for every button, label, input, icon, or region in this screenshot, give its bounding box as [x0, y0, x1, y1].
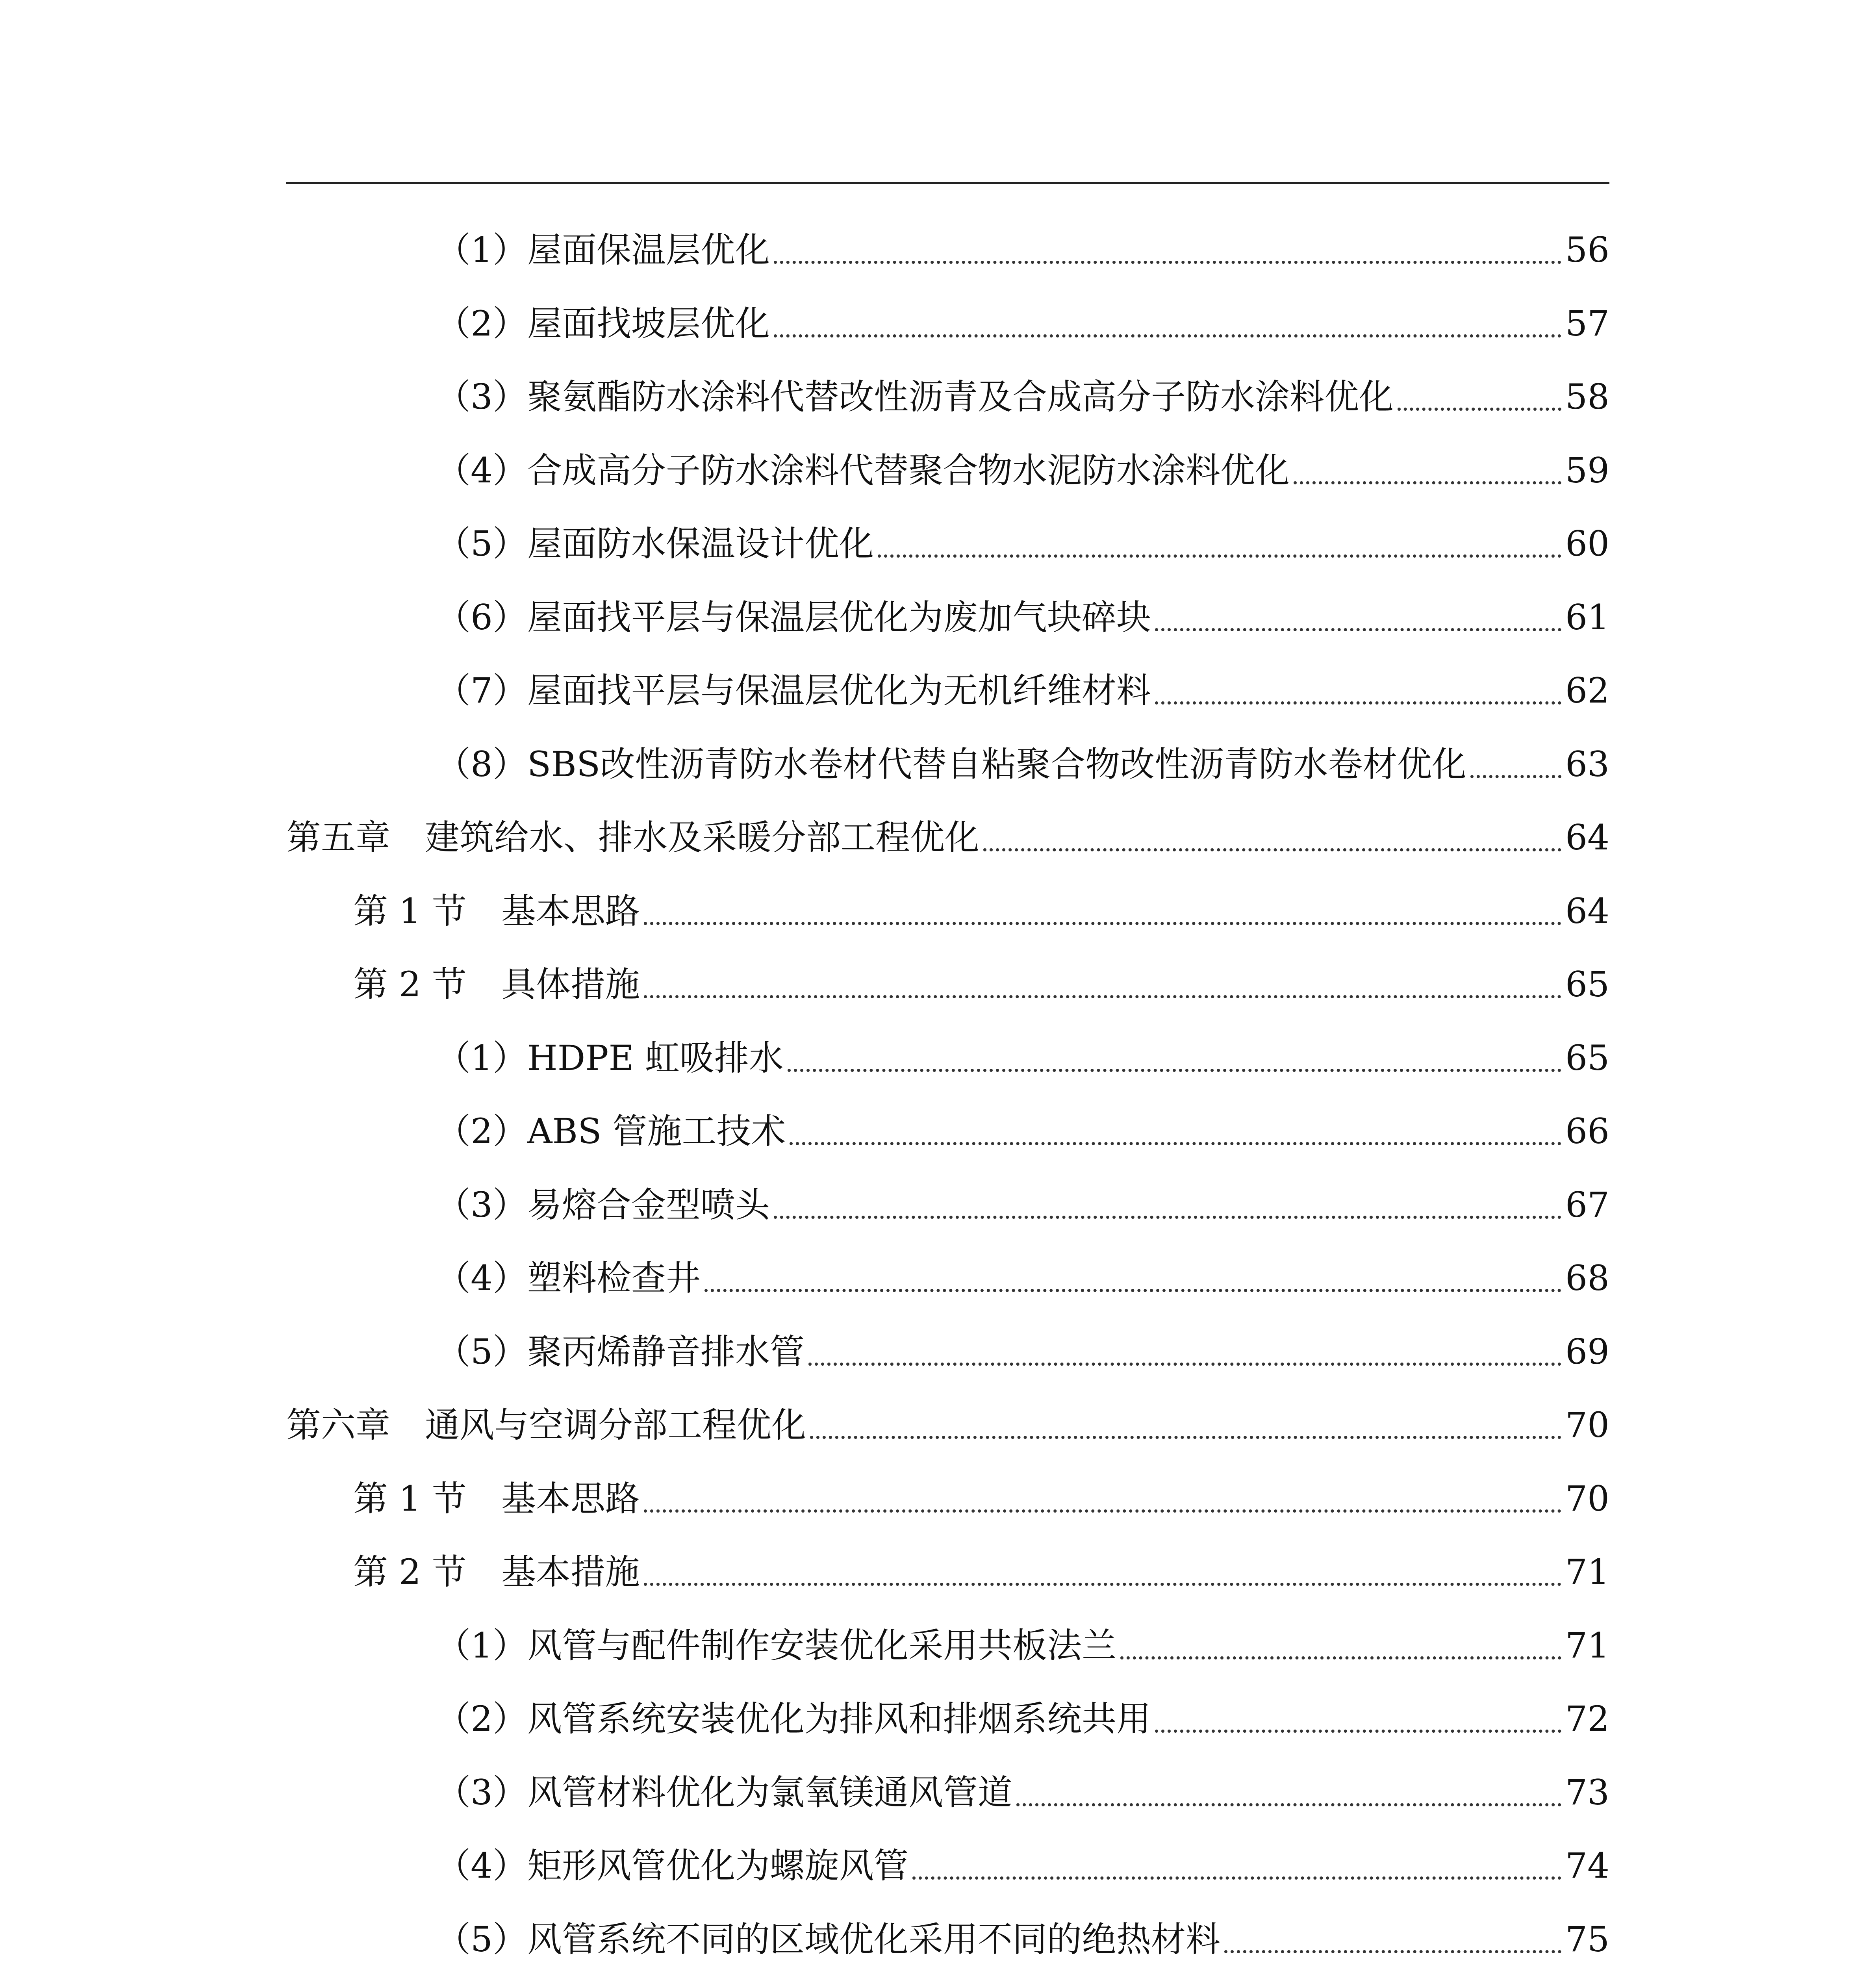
toc-entry-page-number: 69 [1565, 1331, 1609, 1372]
toc-entry[interactable] [436, 1318, 1609, 1374]
toc-dot-leader [1155, 1730, 1561, 1733]
toc-entry[interactable] [353, 1465, 1609, 1520]
toc-dot-leader [810, 1436, 1561, 1439]
toc-entry-page-number: 70 [1565, 1405, 1609, 1445]
toc-entry-title: 第 1 节 基本思路 [353, 891, 640, 931]
toc-dot-leader [1224, 1950, 1561, 1953]
toc-entry[interactable] [436, 363, 1609, 419]
toc-entry-page-number: 61 [1565, 597, 1609, 638]
toc-dot-leader [644, 922, 1561, 925]
toc-entry[interactable] [436, 657, 1609, 712]
toc-dot-leader [878, 554, 1561, 558]
toc-entry[interactable] [436, 1025, 1609, 1080]
toc-entry-title: （3）聚氨酯防水涂料代替改性沥青及合成高分子防水涂料优化 [436, 376, 1394, 417]
toc-entry-page-number: 57 [1565, 303, 1609, 344]
toc-entry-title: （4）塑料检查井 [436, 1258, 701, 1298]
toc-entry-title: 第五章 建筑给水、排水及采暖分部工程优化 [286, 817, 980, 858]
toc-entry-page-number: 73 [1565, 1772, 1609, 1813]
toc-entry[interactable] [286, 1392, 1609, 1447]
toc-entry-title: （5）聚丙烯静音排水管 [436, 1331, 805, 1372]
toc-dot-leader [790, 1142, 1561, 1145]
toc-dot-leader [912, 1876, 1561, 1880]
toc-dot-leader [644, 1583, 1561, 1586]
toc-entry-page-number: 72 [1565, 1698, 1609, 1739]
toc-entry-title: 第 2 节 具体措施 [353, 964, 640, 1005]
toc-entry-page-number: 63 [1565, 744, 1609, 784]
toc-dot-leader [704, 1289, 1561, 1292]
toc-entry-page-number: 56 [1565, 230, 1609, 270]
toc-entry-title: （2）屋面找坡层优化 [436, 303, 770, 344]
toc-dot-leader [1120, 1656, 1561, 1659]
toc-entry-page-number: 71 [1565, 1625, 1609, 1666]
toc-entry-page-number: 75 [1565, 1919, 1609, 1960]
toc-entry-title: （5）屋面防水保温设计优化 [436, 523, 874, 564]
toc-entry-page-number: 59 [1565, 450, 1609, 491]
toc-entry-page-number: 71 [1565, 1552, 1609, 1592]
toc-entry-page-number: 74 [1565, 1845, 1609, 1886]
toc-entry[interactable] [436, 1759, 1609, 1814]
toc-dot-leader [1470, 775, 1561, 778]
toc-entry-title: （1）屋面保温层优化 [436, 230, 770, 270]
toc-entry-title: 第 2 节 基本措施 [353, 1552, 640, 1592]
toc-dot-leader [788, 1069, 1561, 1072]
toc-entry[interactable] [353, 1539, 1609, 1594]
toc-entry-page-number: 58 [1565, 376, 1609, 417]
toc-entry-title: （1）HDPE 虹吸排水 [436, 1038, 784, 1078]
toc-entry-title: （3）风管材料优化为氯氧镁通风管道 [436, 1772, 1012, 1813]
toc-entry-page-number: 68 [1565, 1258, 1609, 1298]
toc-entry-page-number: 64 [1565, 817, 1609, 858]
toc-entry-title: （8）SBS改性沥青防水卷材代替自粘聚合物改性沥青防水卷材优化 [436, 744, 1467, 784]
toc-entry-title: （6）屋面找平层与保温层优化为废加气块碎块 [436, 597, 1151, 638]
toc-entry-title: 第六章 通风与空调分部工程优化 [286, 1405, 806, 1445]
toc-entry-page-number: 66 [1565, 1111, 1609, 1151]
toc-dot-leader [1398, 408, 1561, 411]
toc-dot-leader [1016, 1803, 1561, 1806]
toc-entry-page-number: 62 [1565, 670, 1609, 711]
toc-dot-leader [774, 1216, 1561, 1219]
toc-dot-leader [1155, 701, 1561, 705]
toc-dot-leader [808, 1363, 1561, 1366]
toc-dot-leader [1294, 481, 1561, 484]
toc-entry-page-number: 65 [1565, 964, 1609, 1005]
toc-entry[interactable] [436, 1245, 1609, 1300]
toc-entry-title: 第 1 节 基本思路 [353, 1478, 640, 1519]
toc-entry[interactable] [353, 878, 1609, 933]
toc-entry-title: （7）屋面找平层与保温层优化为无机纤维材料 [436, 670, 1151, 711]
toc-entry-title: （5）风管系统不同的区域优化采用不同的绝热材料 [436, 1919, 1220, 1960]
toc-entry-title: （3）易熔合金型喷头 [436, 1185, 770, 1225]
toc-entry-title: （2）风管系统安装优化为排风和排烟系统共用 [436, 1698, 1151, 1739]
toc-dot-leader [644, 1509, 1561, 1513]
toc-entry[interactable] [353, 951, 1609, 1006]
toc-entry-title: （2）ABS 管施工技术 [436, 1111, 786, 1151]
toc-dot-leader [1155, 628, 1561, 631]
toc-entry-page-number: 60 [1565, 523, 1609, 564]
toc-entry-title: （4）合成高分子防水涂料代替聚合物水泥防水涂料优化 [436, 450, 1290, 491]
toc-entry[interactable] [436, 1685, 1609, 1741]
toc-dot-leader [644, 995, 1561, 998]
toc-dot-leader [774, 261, 1561, 264]
toc-entry[interactable] [436, 1832, 1609, 1887]
toc-entry[interactable] [436, 1098, 1609, 1153]
toc-entry-page-number: 64 [1565, 891, 1609, 931]
toc-entry[interactable] [436, 584, 1609, 639]
toc-entry[interactable] [436, 1172, 1609, 1227]
toc-entry[interactable] [436, 1612, 1609, 1667]
toc-dot-leader [774, 334, 1561, 337]
toc-entry-page-number: 70 [1565, 1478, 1609, 1519]
toc-entry-page-number: 67 [1565, 1185, 1609, 1225]
toc-entry[interactable] [436, 437, 1609, 492]
toc-entry[interactable] [436, 510, 1609, 565]
toc-entry[interactable] [436, 217, 1609, 272]
toc-entry-page-number: 65 [1565, 1038, 1609, 1078]
header-rule [286, 182, 1609, 184]
toc-entry[interactable] [436, 731, 1609, 786]
toc-dot-leader [983, 848, 1561, 851]
toc-entry[interactable] [436, 1906, 1609, 1961]
toc-entry-title: （1）风管与配件制作安装优化采用共板法兰 [436, 1625, 1116, 1666]
toc-entry-title: （4）矩形风管优化为螺旋风管 [436, 1845, 908, 1886]
toc-entry[interactable] [286, 804, 1609, 859]
toc-entry[interactable] [436, 290, 1609, 345]
